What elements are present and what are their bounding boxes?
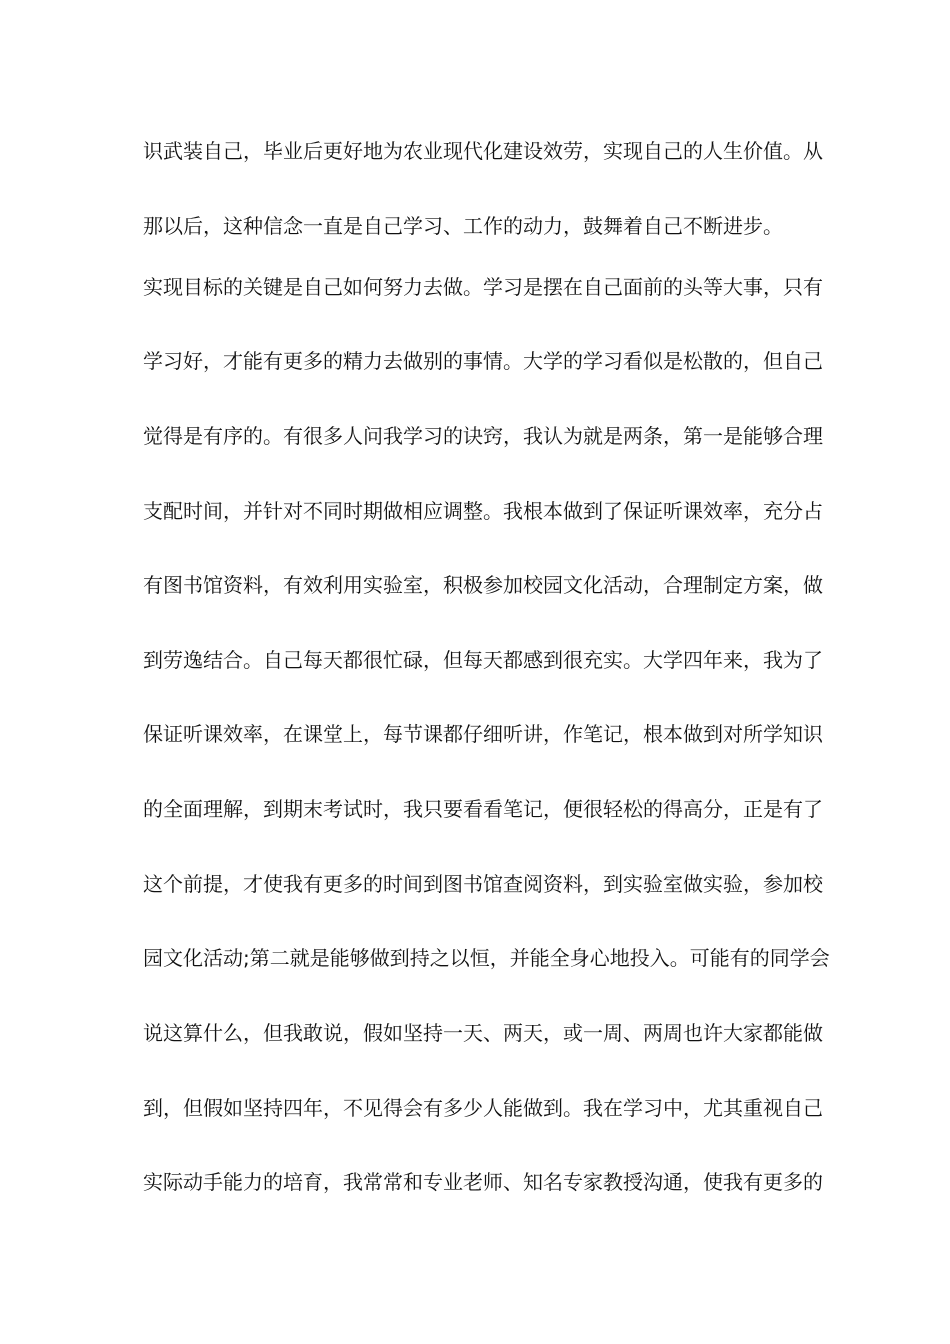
text-line: 支配时间，并针对不同时期做相应调整。我根本做到了保证听课效率，充分占 (143, 499, 823, 523)
text-line: 这个前提，才使我有更多的时间到图书馆查阅资料，到实验室做实验，参加校 (143, 872, 823, 896)
text-line: 到劳逸结合。自己每天都很忙碌，但每天都感到很充实。大学四年来，我为了 (143, 648, 823, 672)
text-line: 觉得是有序的。有很多人问我学习的诀窍，我认为就是两条，第一是能够合理 (143, 424, 823, 448)
text-line: 有图书馆资料，有效利用实验室，积极参加校园文化活动，合理制定方案，做 (143, 573, 823, 597)
text-line: 保证听课效率，在课堂上，每节课都仔细听讲，作笔记，根本做到对所学知识 (143, 722, 823, 746)
text-line: 的全面理解，到期末考试时，我只要看看笔记，便很轻松的得高分，正是有了 (143, 797, 823, 821)
text-line: 园文化活动;第二就是能够做到持之以恒，并能全身心地投入。可能有的同学会 (143, 946, 830, 970)
text-line: 实际动手能力的培育，我常常和专业老师、知名专家教授沟通，使我有更多的 (143, 1170, 823, 1194)
text-line: 说这算什么，但我敢说，假如坚持一天、两天，或一周、两周也许大家都能做 (143, 1021, 823, 1045)
text-line: 实现目标的关键是自己如何努力去做。学习是摆在自己面前的头等大事，只有 (143, 275, 823, 299)
text-line: 学习好，才能有更多的精力去做别的事情。大学的学习看似是松散的，但自己 (143, 349, 823, 373)
text-line: 识武装自己，毕业后更好地为农业现代化建设效劳，实现自己的人生价值。从 (143, 139, 823, 163)
text-line: 到，但假如坚持四年，不见得会有多少人能做到。我在学习中，尤其重视自己 (143, 1096, 823, 1120)
text-line: 那以后，这种信念一直是自己学习、工作的动力，鼓舞着自己不断进步。 (143, 214, 783, 238)
